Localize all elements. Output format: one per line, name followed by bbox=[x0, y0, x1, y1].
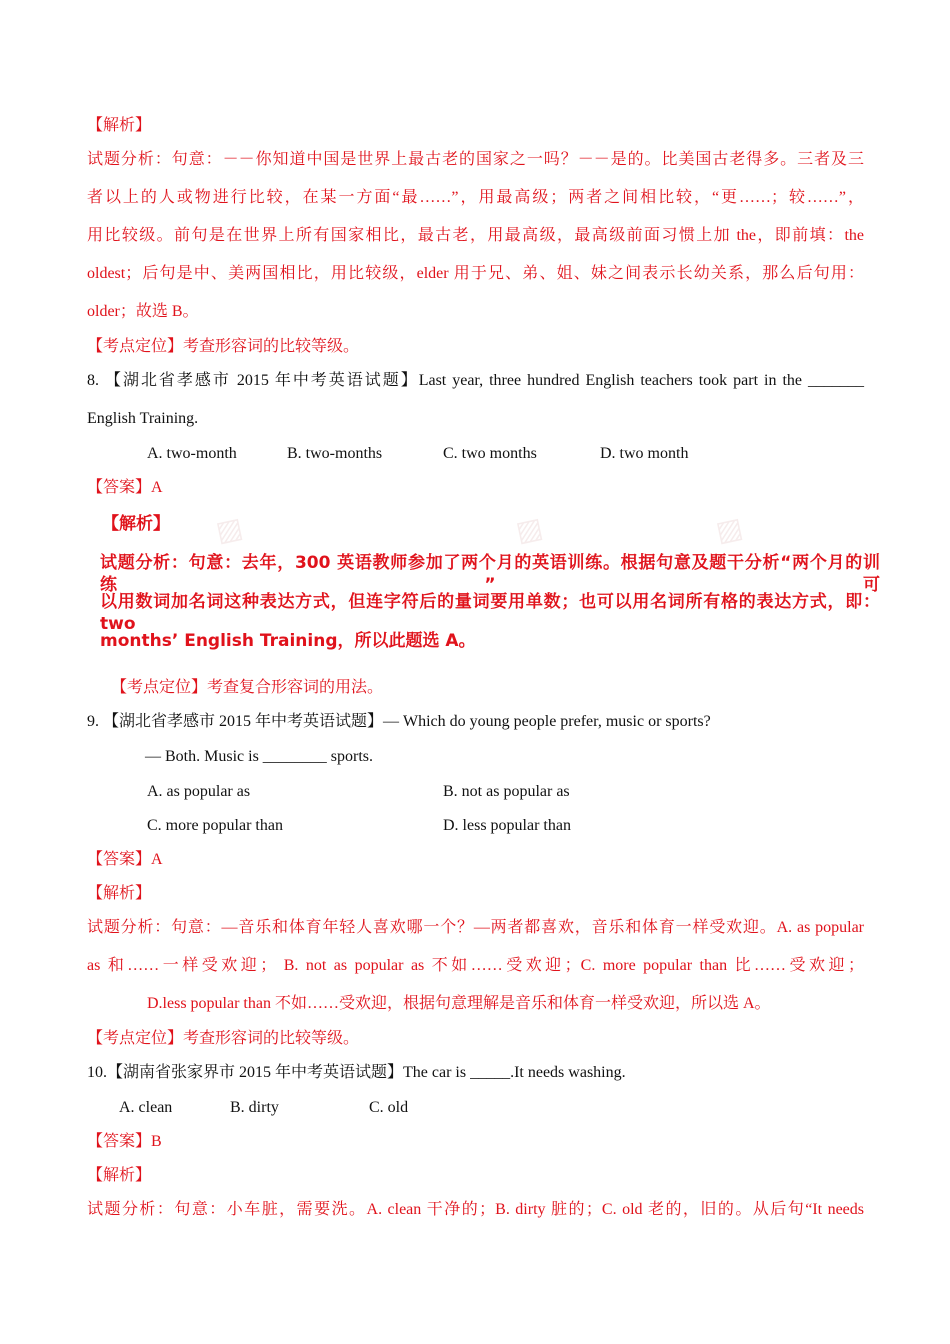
q9-analysis-line-3: D.less popular than 不如……受欢迎，根据句意理解是音乐和体育一样受欢迎，所以选 A。 bbox=[147, 995, 771, 1012]
q7-analysis-line-4: oldest；后句是中、美两国相比，用比较级，elder 用于兄、弟、姐、妹之间表示长幼关系，那么后句用： bbox=[87, 265, 864, 282]
q7-analysis-line-2: 者以上的人或物进行比较，在某一方面“最……”，用最高级；两者之间相比较，“更……；较……”， bbox=[87, 189, 864, 206]
q9-analysis-line-1: 试题分析：句意：—音乐和体育年轻人喜欢哪一个？—两者都喜欢，音乐和体育一样受欢迎。A. as popular bbox=[87, 919, 864, 936]
q8-analysis-line-1: 试题分析：句意：去年，300 英语教师参加了两个月的英语训练。根据句意及题干分析“两个月的训练”可 bbox=[100, 553, 880, 595]
q9-point: 【考点定位】考查形容词的比较等级。 bbox=[87, 1030, 360, 1047]
q8-option-b: B. two-months bbox=[287, 445, 383, 462]
q8-stem-line-2: English Training. bbox=[87, 410, 199, 427]
q9-answer: 【答案】A bbox=[87, 851, 163, 868]
q9-option-b: B. not as popular as bbox=[443, 783, 570, 800]
q10-stem: 10.【湖南省张家界市 2015 年中考英语试题】The car is _____.It needs washing. bbox=[87, 1064, 626, 1081]
q8-analysis-line-2: 以用数词加名词这种表达方式，但连字符后的量词要用单数；也可以用名词所有格的表达方式，即：two bbox=[100, 592, 880, 634]
q10-analysis-line-1: 试题分析：句意：小车脏，需要洗。A. clean 干净的；B. dirty 脏的；C. old 老的，旧的。从后句“It needs bbox=[87, 1201, 864, 1218]
q9-stem-line-2: — Both. Music is ________ sports. bbox=[145, 748, 374, 765]
q8-analysis-tag: 【解析】 bbox=[102, 514, 170, 534]
q8-option-a: A. two-month bbox=[147, 445, 237, 462]
q8-analysis-line-3: months’ English Training，所以此题选 A。 bbox=[100, 631, 476, 651]
q7-analysis-line-5: older；故选 B。 bbox=[87, 303, 199, 320]
watermark-mark: ▨ bbox=[512, 510, 546, 549]
q10-answer: 【答案】B bbox=[87, 1133, 162, 1150]
q7-point: 【考点定位】考查形容词的比较等级。 bbox=[87, 338, 360, 355]
q9-analysis-tag: 【解析】 bbox=[87, 885, 152, 902]
q9-analysis-line-2: as 和……一样受欢迎； B. not as popular as 不如……受欢迎；C. more popular than 比……受欢迎； bbox=[87, 957, 864, 974]
watermark-mark: ▨ bbox=[212, 510, 246, 549]
q10-option-c: C. old bbox=[369, 1099, 409, 1116]
q8-option-d: D. two month bbox=[600, 445, 689, 462]
watermark-mark: ▨ bbox=[712, 510, 746, 549]
q9-option-d: D. less popular than bbox=[443, 817, 571, 834]
q10-option-b: B. dirty bbox=[230, 1099, 279, 1116]
q9-stem-line-1: 9. 【湖北省孝感市 2015 年中考英语试题】— Which do young people prefer, music or sports? bbox=[87, 713, 711, 730]
q10-option-a: A. clean bbox=[119, 1099, 173, 1116]
q9-option-c: C. more popular than bbox=[147, 817, 283, 834]
q8-analysis-image bbox=[96, 505, 896, 665]
q8-answer: 【答案】A bbox=[87, 479, 163, 496]
q8-option-c: C. two months bbox=[443, 445, 537, 462]
q10-analysis-tag: 【解析】 bbox=[87, 1167, 152, 1184]
q7-analysis-tag: 【解析】 bbox=[87, 117, 152, 134]
q7-analysis-line-1: 试题分析：句意：－－你知道中国是世界上最古老的国家之一吗？－－是的。比美国古老得多。三者及三 bbox=[87, 151, 864, 168]
q8-stem-line-1: 8. 【湖北省孝感市 2015 年中考英语试题】Last year, three hundred English teachers took part in the _______ bbox=[87, 372, 864, 389]
q9-option-a: A. as popular as bbox=[147, 783, 251, 800]
q7-analysis-line-3: 用比较级。前句是在世界上所有国家相比，最古老，用最高级，最高级前面习惯上加 the，即前填：the bbox=[87, 227, 864, 244]
q8-point: 【考点定位】考查复合形容词的用法。 bbox=[111, 679, 384, 696]
